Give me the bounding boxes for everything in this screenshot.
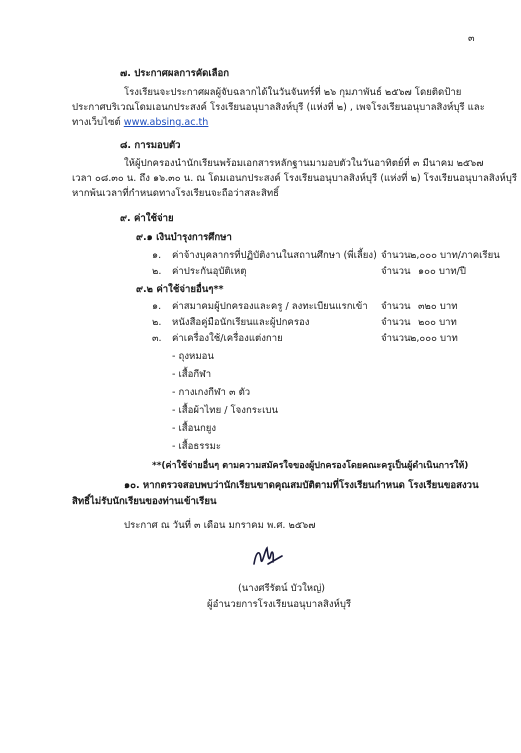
website-link[interactable]: www.absing.ac.th <box>123 117 209 128</box>
fee-item-number: ๑. <box>152 301 162 312</box>
signer-name: (นางศรีรัตน์ บัวใหญ่) <box>238 583 326 594</box>
fee-item-label: ค่าจ้างบุคลากรที่ปฏิบัติงานในสถานศึกษา (พี่เลี้ยง) <box>172 250 377 261</box>
section-10-line-1: ๑๐. หากตรวจสอบพบว่านักเรียนขาดคุณสมบัติตามที่โรงเรียนกำหนด โรงเรียนขอสงวน <box>124 480 479 491</box>
fee-item-label: ค่าสมาคมผู้ปกครองและครู / ลงทะเบียนแรกเข้า <box>172 301 368 312</box>
section-8-line-2: เวลา ๐๘.๓๐ น. ถึง ๑๖.๓๐ น. ณ โดมเอนกประสงค์ โรงเรียนอนุบาลสิงห์บุรี (แห่งที่ ๒) โรงเรียนอนุบาลสิงห์บุรี <box>72 173 518 184</box>
fee-item-amount-word: จำนวน <box>381 250 411 261</box>
section-10-line-2: สิทธิ์ไม่รับนักเรียนของท่านเข้าเรียน <box>72 496 217 507</box>
fee-item-amount-word: จำนวน <box>381 317 411 328</box>
fees-note: **(ค่าใช้จ่ายอื่นๆ ตามความสมัครใจของผู้ปกครองโดยคณะครูเป็นผู้ดำเนินการให้) <box>152 461 469 471</box>
fee-item-amount: ๓๒๐ บาท <box>418 301 458 312</box>
section-7-line-2: ประกาศบริเวณโดมเอนกประสงค์ โรงเรียนอนุบาลสิงห์บุรี (แห่งที่ ๒) , เพจโรงเรียนอนุบาลสิงห์บุรี และ <box>72 102 485 113</box>
fee-item-number: ๑. <box>152 250 162 261</box>
clothing-item: - เสื้อกีฬา <box>172 369 212 380</box>
page-number: ๓ <box>468 33 475 44</box>
section-7-heading: ๗. ประกาศผลการคัดเลือก <box>120 68 230 79</box>
signer-title: ผู้อำนวยการโรงเรียนอนุบาลสิงห์บุรี <box>207 599 352 610</box>
section-8-line-3: หากพ้นเวลาที่กำหนดทางโรงเรียนจะถือว่าสละสิทธิ์ <box>72 188 280 199</box>
section-7-line-1: โรงเรียนจะประกาศผลผู้จับฉลากได้ในวันจันทร์ที่ ๒๖ กุมภาพันธ์ ๒๕๖๗ โดยติดป้าย <box>124 87 462 98</box>
fee-item-amount: ๒,๐๐๐ บาท <box>410 333 458 344</box>
clothing-item: - กางเกงกีฬา ๓ ตัว <box>172 387 251 398</box>
fee-item-amount-word: จำนวน <box>381 301 411 312</box>
section-9-heading: ๙. ค่าใช้จ่าย <box>120 213 174 224</box>
clothing-item: - ถุงหมอน <box>172 351 214 362</box>
section-8-heading: ๘. การมอบตัว <box>120 140 181 151</box>
fee-item-amount: ๑๐๐ บาท/ปี <box>418 266 466 277</box>
fee-item-amount-word: จำนวน <box>381 266 411 277</box>
section-8-line-1: ให้ผู้ปกครองนำนักเรียนพร้อมเอกสารหลักฐานมามอบตัวในวันอาทิตย์ที่ ๓ มีนาคม ๒๕๖๗ <box>124 158 484 169</box>
clothing-item: - เสื้อผ้าไทย / โจงกระเบน <box>172 405 279 416</box>
fee-item-number: ๓. <box>152 333 162 344</box>
signature-image <box>248 542 288 572</box>
fee-item-amount: ๒๐๐ บาท <box>418 317 457 328</box>
section-7-line-3 <box>72 117 208 129</box>
clothing-item: - เสื้อนกยูง <box>172 423 217 434</box>
fee-item-label: ค่าเครื่องใช้/เครื่องแต่งกาย <box>172 333 283 344</box>
clothing-item: - เสื้อธรรมะ <box>172 441 222 452</box>
fee-item-amount-word: จำนวน <box>381 333 411 344</box>
section-9-2-heading: ๙.๒ ค่าใช้จ่ายอื่นๆ** <box>136 284 224 295</box>
section-9-1-heading: ๙.๑ เงินบำรุงการศึกษา <box>136 232 232 243</box>
fee-item-number: ๒. <box>152 317 162 328</box>
fee-item-amount: ๒,๐๐๐ บาท/ภาคเรียน <box>410 250 500 261</box>
fee-item-number: ๒. <box>152 266 162 277</box>
fee-item-label: หนังสือคู่มือนักเรียนและผู้ปกครอง <box>172 317 310 328</box>
fee-item-label: ค่าประกันอุบัติเหตุ <box>172 266 247 277</box>
website-prefix: ทางเว็บไซต์ <box>72 117 121 128</box>
announcement-date: ประกาศ ณ วันที่ ๓ เดือน มกราคม พ.ศ. ๒๕๖๗ <box>124 520 316 531</box>
